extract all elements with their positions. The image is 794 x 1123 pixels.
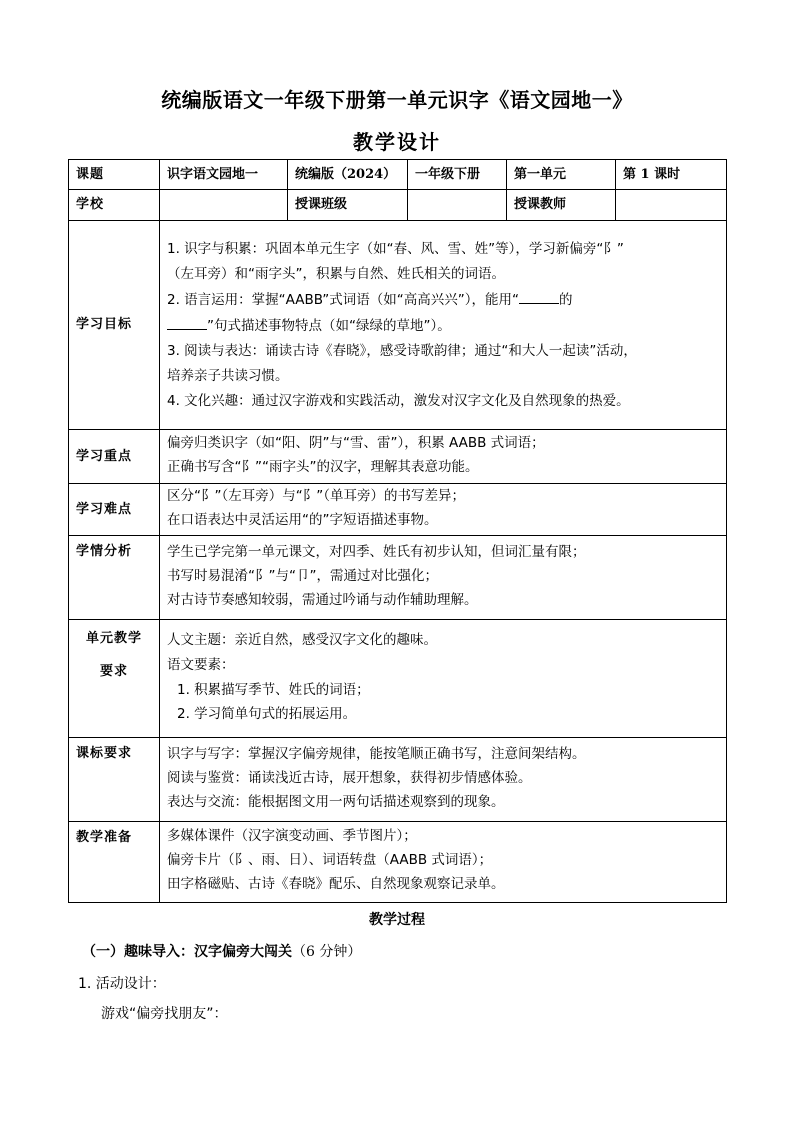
unit-req-label xyxy=(69,620,160,738)
difficulties-label: 学习难点 xyxy=(69,484,160,536)
goal-2a xyxy=(167,289,719,311)
table-row xyxy=(69,738,727,822)
teacher-label: 授课教师 xyxy=(507,190,616,221)
edition-value: 统编版（2024） xyxy=(288,160,408,190)
table-row xyxy=(69,536,727,620)
teacher-value xyxy=(616,190,727,221)
school-value xyxy=(160,190,288,221)
goals-content xyxy=(160,221,727,430)
difficulty-1: 区分“阝”（左耳旁）与“阝”（单耳旁）的书写差异； xyxy=(167,487,465,504)
goal-1b: （左耳旁）和“雨字头”，积累与自然、姓氏相关的词语。 xyxy=(167,265,505,282)
prep-label: 教学准备 xyxy=(69,822,160,903)
activity-subitem: 游戏“偏旁找朋友”： xyxy=(101,1006,228,1022)
unit-req-4: 2. 学习简单句式的拓展运用。 xyxy=(177,705,357,722)
class-label: 授课班级 xyxy=(288,190,408,221)
school-label: 学校 xyxy=(69,190,160,221)
topic-label: 课题 xyxy=(69,160,160,190)
table-row xyxy=(69,160,727,190)
prep-content xyxy=(160,822,727,903)
prep-1: 多媒体课件（汉字演变动画、季节图片）； xyxy=(167,828,417,844)
analysis-label: 学情分析 xyxy=(69,536,160,620)
curriculum-3: 表达与交流：能根据图文用一两句话描述观察到的现象。 xyxy=(167,793,505,810)
curriculum-1: 识字与写字：掌握汉字偏旁规律，能按笔顺正确书写，注意间架结构。 xyxy=(167,745,586,762)
goal-1a: 1. 识字与积累：巩固本单元生字（如“春、风、雪、姓”等），学习新偏旁“阝” xyxy=(167,240,624,257)
section-heading xyxy=(82,941,361,961)
prep-2: 偏旁卡片（阝、雨、日）、词语转盘（AABB 式词语）； xyxy=(167,852,493,868)
goal-2b xyxy=(167,315,719,337)
goal-2b-text: ”句式描述事物特点（如“绿绿的草地”）。 xyxy=(207,317,451,334)
prep-3: 田字格磁贴、古诗《春晓》配乐、自然现象观察记录单。 xyxy=(167,876,505,892)
unit-req-1: 人文主题：亲近自然，感受汉字文化的趣味。 xyxy=(167,631,437,648)
document-title: 统编版语文一年级下册第一单元识字《语文园地一》 xyxy=(161,88,633,112)
section-heading-time: （6 分钟） xyxy=(292,944,362,960)
topic-value: 识字语文园地一 xyxy=(160,160,288,190)
table-row xyxy=(69,620,727,738)
curriculum-label: 课标要求 xyxy=(69,738,160,822)
curriculum-content xyxy=(160,738,727,822)
goals-label: 学习目标 xyxy=(69,221,160,430)
unit-req-content xyxy=(160,620,727,738)
unit-value: 第一单元 xyxy=(507,160,616,190)
curriculum-2: 阅读与鉴赏：诵读浅近古诗，展开想象，获得初步情感体验。 xyxy=(167,769,532,786)
table-row xyxy=(69,430,727,484)
difficulty-2: 在口语表达中灵活运用“的”字短语描述事物。 xyxy=(167,511,438,528)
goal-4: 4. 文化兴趣：通过汉字游戏和实践活动，激发对汉字文化及自然现象的热爱。 xyxy=(167,392,630,409)
unit-req-label-b: 要求 xyxy=(99,664,128,679)
activity-item: 1. 活动设计： xyxy=(78,976,166,992)
goal-3a: 3. 阅读与表达：诵读古诗《春晓》，感受诗歌韵律；通过“和大人一起读”活动， xyxy=(167,342,637,359)
goal-2a-end: 的 xyxy=(559,291,573,308)
key-point-2: 正确书写含“阝”“雨字头”的汉字，理解其表意功能。 xyxy=(167,458,479,475)
process-title: 教学过程 xyxy=(369,912,425,928)
document-subtitle: 教学设计 xyxy=(353,130,441,154)
class-value xyxy=(408,190,507,221)
goal-3b: 培养亲子共读习惯。 xyxy=(167,367,289,384)
section-heading-text: （一）趣味导入：汉字偏旁大闯关 xyxy=(82,944,292,960)
fill-blank xyxy=(519,289,559,304)
analysis-2: 书写时易混淆“阝”与“卩”，需通过对比强化； xyxy=(167,567,438,584)
table-row xyxy=(69,484,727,536)
period-value: 第 1 课时 xyxy=(616,160,727,190)
lesson-plan-table xyxy=(68,159,727,903)
table-row xyxy=(69,190,727,221)
table-row xyxy=(69,221,727,430)
key-points-content xyxy=(160,430,727,484)
grade-value: 一年级下册 xyxy=(408,160,507,190)
key-points-label: 学习重点 xyxy=(69,430,160,484)
fill-blank xyxy=(167,315,207,330)
table-row xyxy=(69,822,727,903)
analysis-3: 对古诗节奏感知较弱，需通过吟诵与动作辅助理解。 xyxy=(167,591,478,608)
analysis-content xyxy=(160,536,727,620)
goal-2a-text: 2. 语言运用：掌握“AABB”式词语（如“高高兴兴”），能用“ xyxy=(167,291,520,308)
key-point-1: 偏旁归类识字（如“阳、阴”与“雪、雷”），积累 AABB 式词语； xyxy=(167,434,545,451)
analysis-1: 学生已学完第一单元课文，对四季、姓氏有初步认知，但词汇量有限； xyxy=(167,543,586,560)
difficulties-content xyxy=(160,484,727,536)
unit-req-3: 1. 积累描写季节、姓氏的词语； xyxy=(177,681,370,698)
unit-req-label-a: 单元教学 xyxy=(85,631,142,646)
unit-req-2: 语文要素： xyxy=(167,656,235,673)
